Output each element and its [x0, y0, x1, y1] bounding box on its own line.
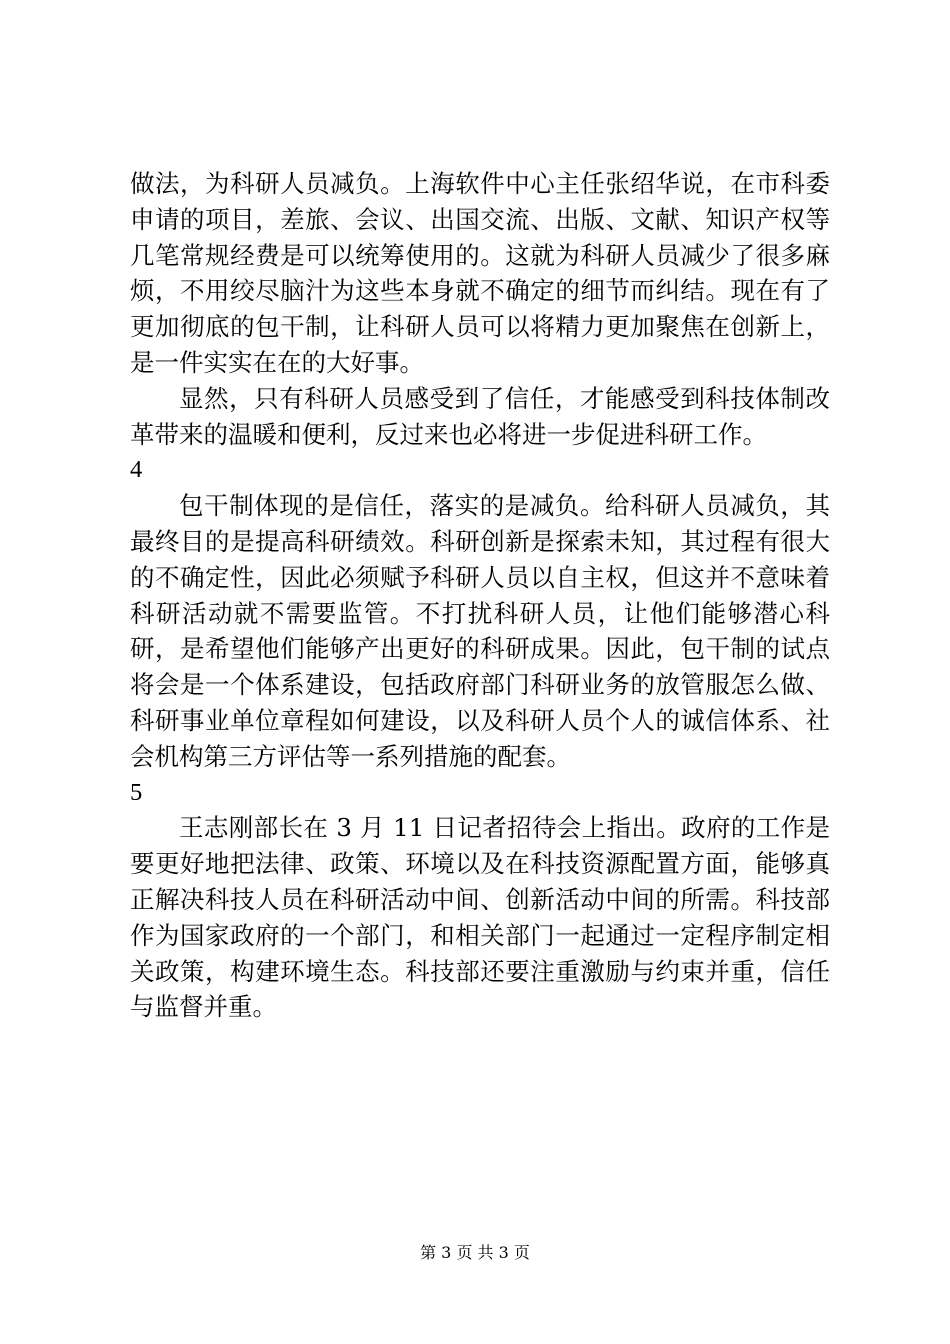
paragraph-continuation: 做法，为科研人员减负。上海软件中心主任张绍华说，在市科委申请的项目，差旅、会议、出国交流、出版、文献、知识产权等几笔常规经费是可以统筹使用的。这就为科研人员减少了很多麻烦，不用绞尽脑汁为这些本身就不确定的细节而纠结。现在有了更加彻底的包干制，让科研人员可以将精力更加聚焦在创新上，是一件实实在在的大好事。 [130, 169, 830, 377]
page-footer: 第 3 页 共 3 页 [420, 1243, 530, 1262]
section-number: 4 [130, 456, 143, 484]
section-number: 5 [130, 778, 143, 806]
paragraph: 显然，只有科研人员感受到了信任，才能感受到科技体制改革带来的温暖和便利，反过来也必将进一步促进科研工作。 [130, 383, 830, 449]
paragraph: 王志刚部长在 3 月 11 日记者招待会上指出。政府的工作是要更好地把法律、政策、环境以及在科技资源配置方面，能够真正解决科技人员在科研活动中间、创新活动中间的所需。科技部作为国家政府的一个部门，和相关部门一起通过一定程序制定相关政策，构建环境生态。科技部还要注重激励与约束并重，信任与监督并重。 [130, 813, 830, 1022]
paragraph: 包干制体现的是信任，落实的是减负。给科研人员减负，其最终目的是提高科研绩效。科研创新是探索未知，其过程有很大的不确定性，因此必须赋予科研人员以自主权，但这并不意味着科研活动就不需要监管。不打扰科研人员，让他们能够潜心科研，是希望他们能够产出更好的科研成果。因此，包干制的试点将会是一个体系建设，包括政府部门科研业务的放管服怎么做、科研事业单位章程如何建设，以及科研人员个人的诚信体系、社会机构第三方评估等一系列措施的配套。 [130, 491, 830, 771]
document-body [130, 166, 830, 1025]
